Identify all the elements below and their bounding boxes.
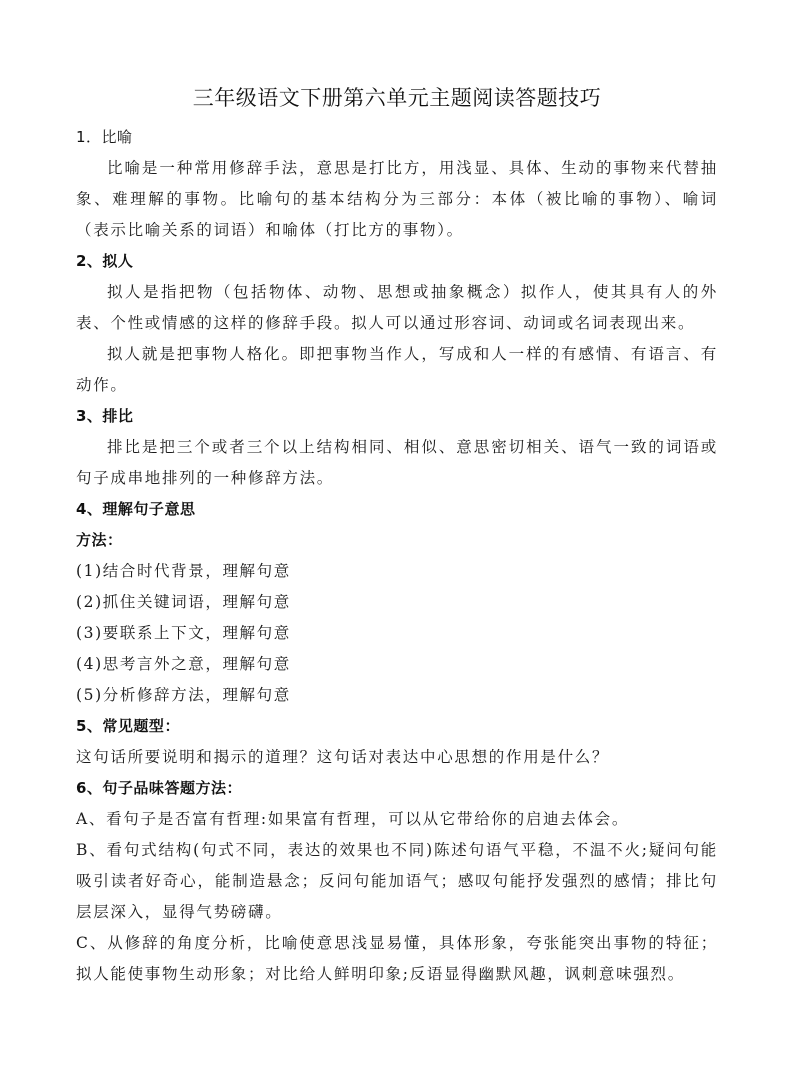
section-paragraph: 比喻是一种常用修辞手法，意思是打比方，用浅显、具体、生动的事物来代替抽象、难理解的事物。比喻句的基本结构分为三部分：本体（被比喻的事物）、喻词（表示比喻关系的词语）和喻体（打比方的事物）。: [76, 159, 718, 239]
method-list-item: (5)分析修辞方法，理解句意: [76, 686, 291, 704]
section-understanding-sentences: [76, 494, 718, 711]
section-personification: [76, 246, 718, 401]
section-parallelism: [76, 401, 718, 494]
method-list-item: (2)抓住关键词语，理解句意: [76, 593, 291, 611]
section-heading: 4、理解句子意思: [76, 500, 196, 518]
section-heading: 6、句子品味答题方法：: [76, 779, 242, 797]
section-paragraph: A、看句子是否富有哲理:如果富有哲理，可以从它带给你的启迪去体会。: [76, 810, 630, 828]
methods-subheading: 方法：: [76, 531, 123, 549]
section-paragraph: C、从修辞的角度分析，比喻使意思浅显易懂，具体形象，夸张能突出事物的特征；拟人能使事物生动形象；对比给人鲜明印象;反语显得幽默风趣，讽刺意味强烈。: [76, 934, 718, 983]
section-simile: [76, 122, 718, 246]
section-heading: 5、常见题型：: [76, 717, 180, 735]
method-list-item: (1)结合时代背景，理解句意: [76, 562, 291, 580]
section-heading: 1．比喻: [76, 128, 133, 146]
method-list-item: (3)要联系上下文，理解句意: [76, 624, 291, 642]
document-page: [76, 80, 718, 990]
section-common-question-types: [76, 711, 718, 773]
document-title: 三年级语文下册第六单元主题阅读答题技巧: [192, 86, 602, 110]
section-sentence-appreciation: [76, 773, 718, 990]
section-paragraph: 这句话所要说明和揭示的道理？这句话对表达中心思想的作用是什么？: [76, 748, 610, 766]
section-heading: 2、拟人: [76, 252, 134, 270]
method-list-item: (4)思考言外之意，理解句意: [76, 655, 291, 673]
section-paragraph: 拟人就是把事物人格化。即把事物当作人，写成和人一样的有感情、有语言、有动作。: [76, 345, 718, 394]
section-heading: 3、排比: [76, 407, 134, 425]
section-paragraph: 拟人是指把物（包括物体、动物、思想或抽象概念）拟作人，使其具有人的外表、个性或情感的这样的修辞手段。拟人可以通过形容词、动词或名词表现出来。: [76, 283, 718, 332]
section-paragraph: 排比是把三个或者三个以上结构相同、相似、意思密切相关、语气一致的词语或句子成串地排列的一种修辞方法。: [76, 438, 718, 487]
section-paragraph: B、看句式结构(句式不同，表达的效果也不同)陈述句语气平稳，不温不火;疑问句能吸引读者好奇心，能制造悬念；反问句能加语气；感叹句能抒发强烈的感情；排比句层层深入，显得气势磅礴。: [76, 841, 718, 921]
